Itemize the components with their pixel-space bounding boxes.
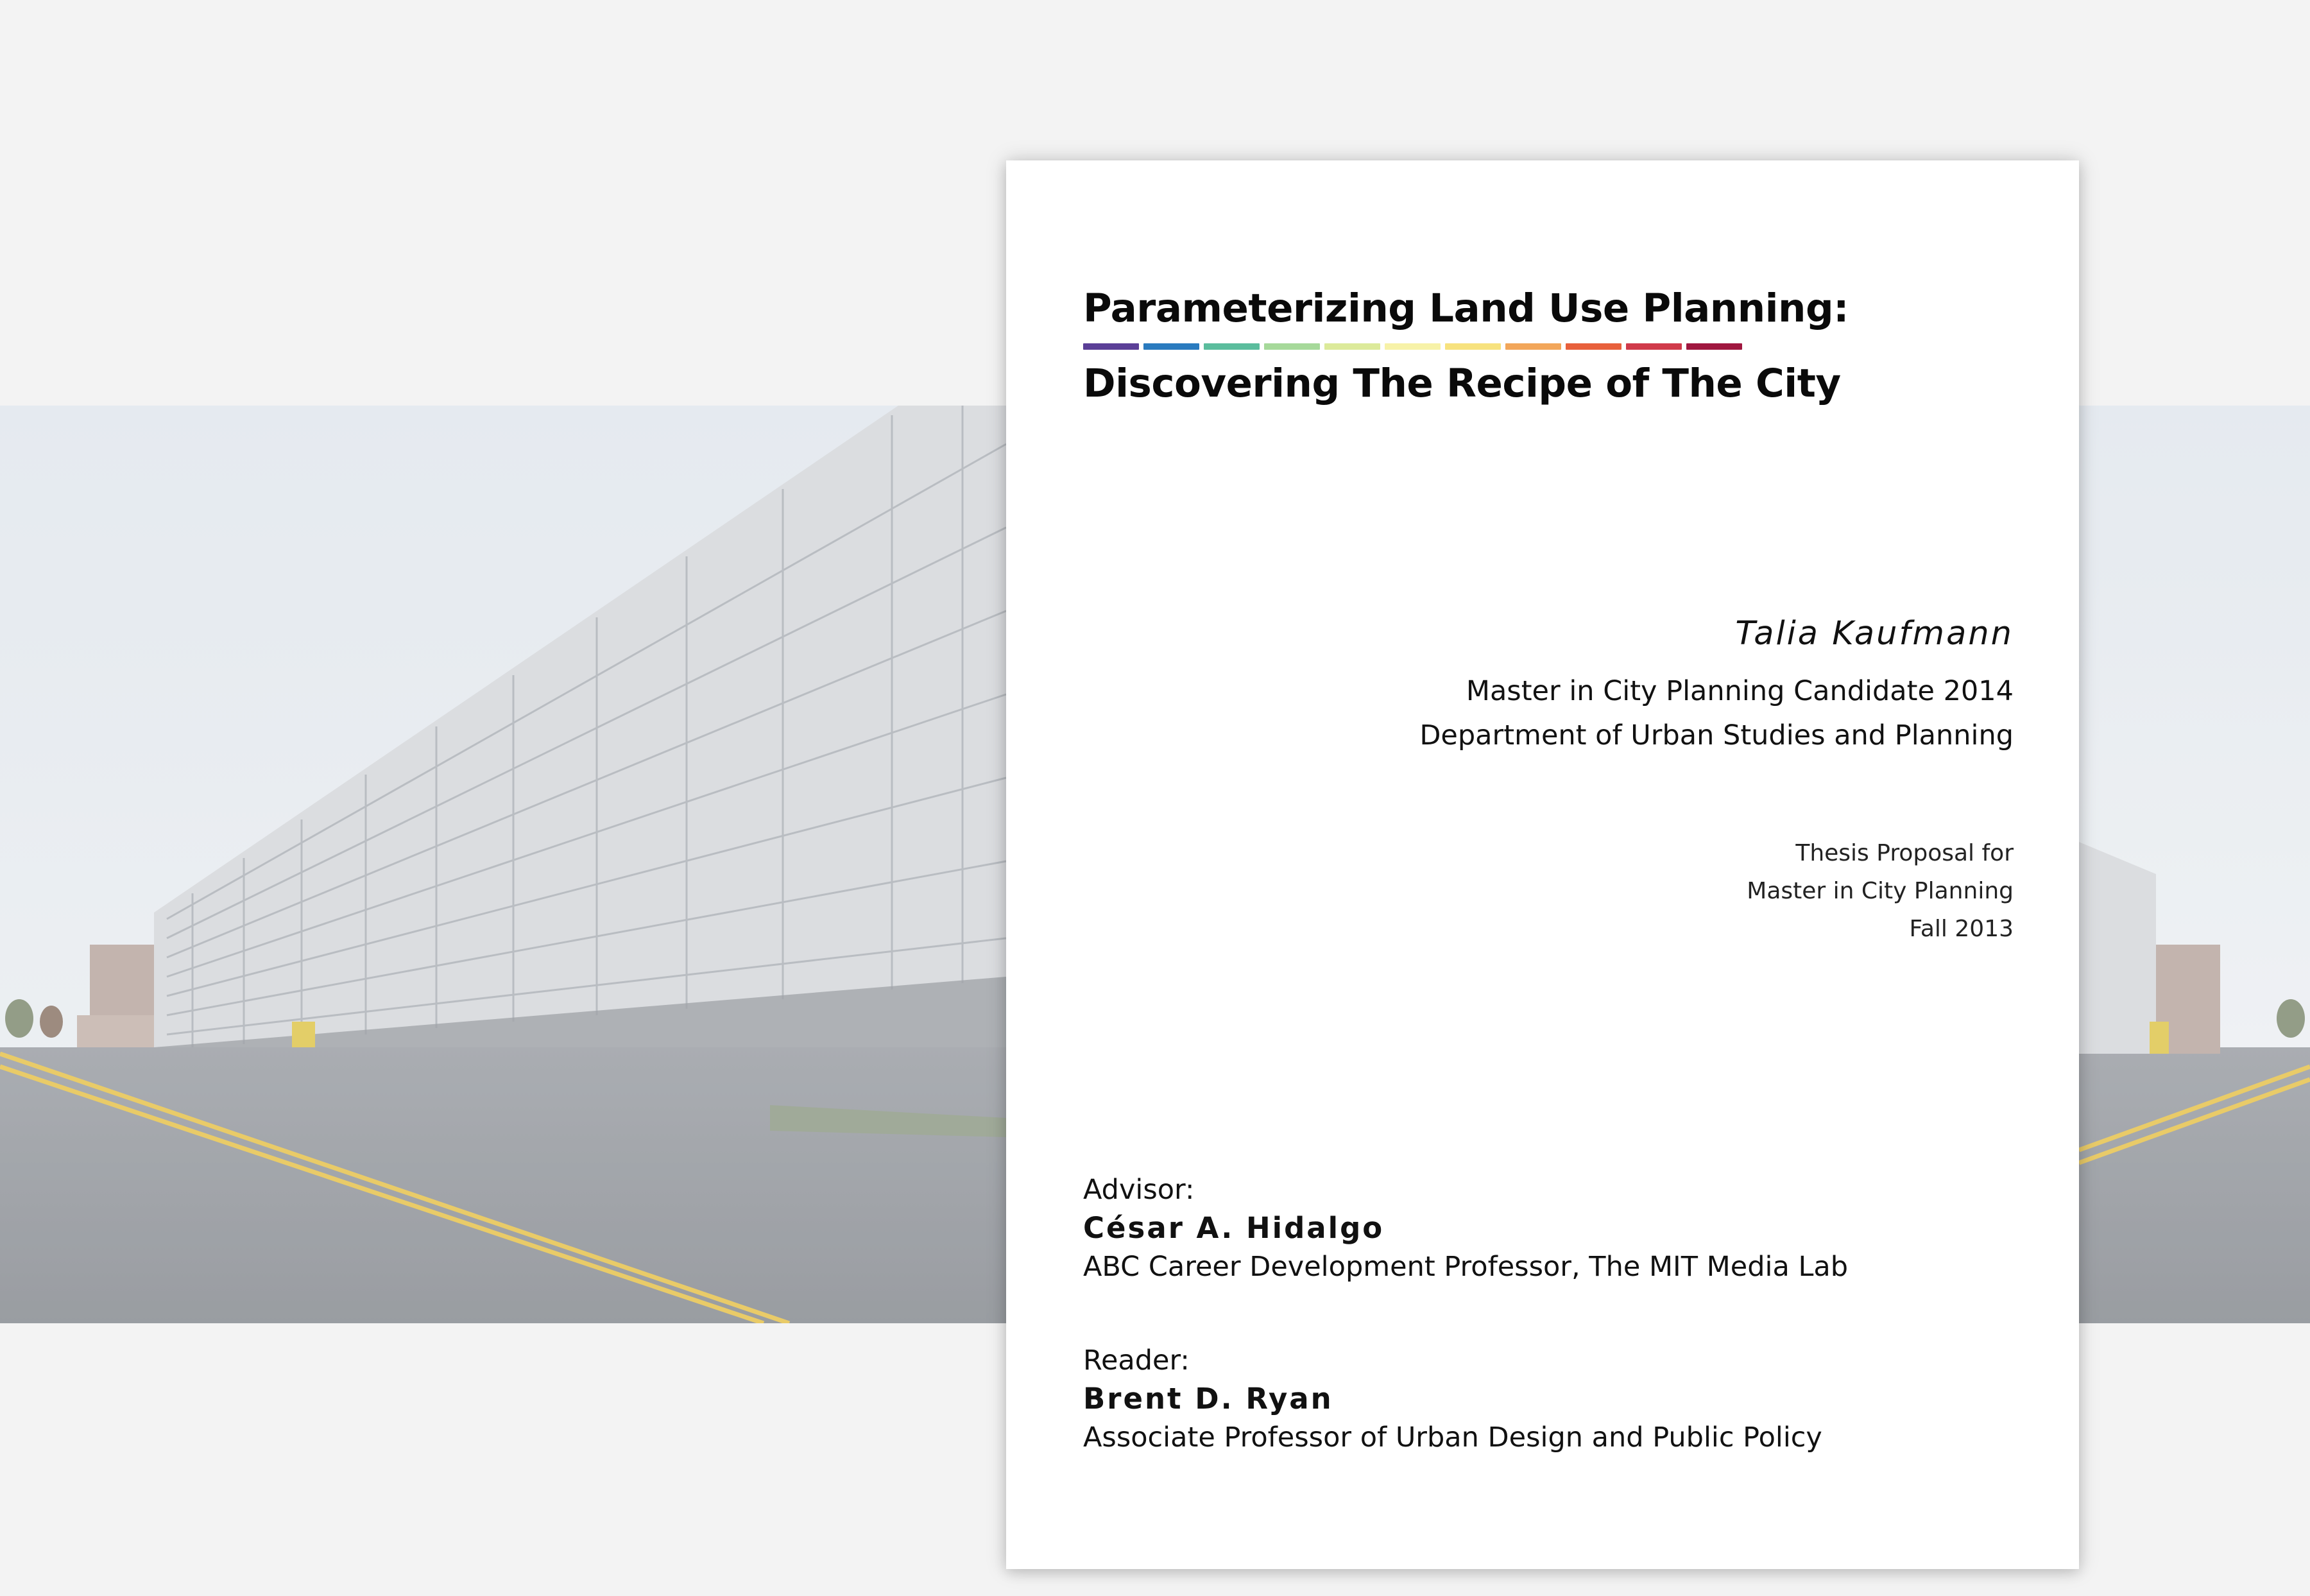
proposal-line: Master in City Planning — [1747, 878, 2014, 904]
rainbow-segment — [1686, 343, 1742, 350]
rainbow-segment — [1083, 343, 1139, 350]
rainbow-segment — [1143, 343, 1199, 350]
reader-label: Reader: — [1083, 1344, 1190, 1377]
author-block — [1419, 617, 2014, 758]
advisor-name: César A. Hidalgo — [1083, 1211, 1385, 1245]
reader-name: Brent D. Ryan — [1083, 1382, 1333, 1416]
rainbow-segment — [1566, 343, 1621, 350]
reader-title: Associate Professor of Urban Design and Public Policy — [1083, 1421, 1822, 1454]
advisor-label: Advisor: — [1083, 1174, 1195, 1206]
author-program: Master in City Planning Candidate 2014 — [1466, 675, 2014, 707]
reader-block — [1083, 1341, 1822, 1457]
rainbow-segment — [1204, 343, 1260, 350]
advisor-block — [1083, 1171, 1848, 1286]
author-department: Department of Urban Studies and Planning — [1419, 719, 2014, 751]
title-line-1: Parameterizing Land Use Planning: — [1083, 286, 1849, 331]
title-line-2: Discovering The Recipe of The City — [1083, 361, 1841, 406]
rainbow-segment — [1445, 343, 1501, 350]
rainbow-segment — [1324, 343, 1380, 350]
proposal-block — [1747, 834, 2014, 948]
advisor-title: ABC Career Development Professor, The MIT Media Lab — [1083, 1251, 1849, 1283]
proposal-line: Fall 2013 — [1909, 916, 2014, 942]
rainbow-segment — [1505, 343, 1561, 350]
document-page — [1006, 160, 2079, 1569]
rainbow-divider — [1083, 343, 1742, 350]
rainbow-segment — [1264, 343, 1320, 350]
rainbow-segment — [1385, 343, 1441, 350]
proposal-line: Thesis Proposal for — [1795, 840, 2014, 866]
rainbow-segment — [1626, 343, 1682, 350]
author-name: Talia Kaufmann — [1735, 615, 2014, 653]
